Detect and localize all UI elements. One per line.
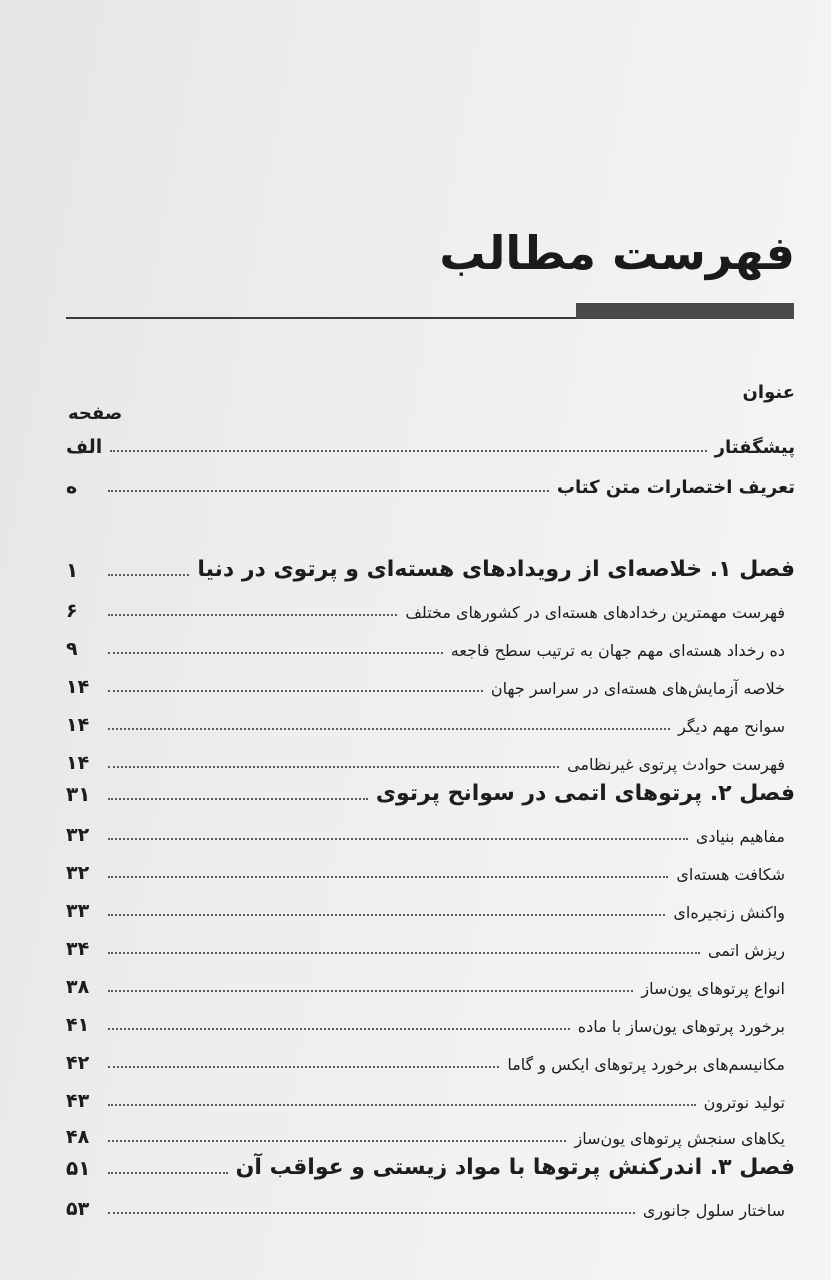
toc-entry-label: انواع پرتوهای یون‌ساز <box>641 979 785 998</box>
toc-chapter-label: فصل ۲. پرتوهای اتمی در سوانح پرتوی <box>375 781 795 806</box>
dot-leader <box>108 652 443 654</box>
toc-entry-page: ۵۳ <box>66 1198 90 1220</box>
dot-leader <box>108 876 668 878</box>
toc-entry-page: ۴۱ <box>66 1014 90 1036</box>
toc-entry[interactable] <box>66 664 785 698</box>
toc-chapter-page: ۵۱ <box>66 1156 91 1180</box>
toc-entry-label: تعریف اختصارات متن کتاب <box>556 477 795 498</box>
toc-entry-label: مکانیسم‌های برخورد پرتوهای ایکس و گاما <box>507 1055 785 1074</box>
toc-entry-label: شکافت هسته‌ای <box>676 865 785 884</box>
toc-entry-label: خلاصه آزمایش‌های هسته‌ای در سراسر جهان <box>490 679 785 698</box>
toc-entry-page: ۱۴ <box>66 676 90 698</box>
toc-entry-label: فهرست مهمترین رخدادهای هسته‌ای در کشورهای مختلف <box>405 603 785 622</box>
dot-leader <box>108 914 665 916</box>
toc-entry[interactable] <box>66 588 785 622</box>
title-underline <box>66 317 576 319</box>
toc-entry-label: پیشگفتار <box>714 437 795 458</box>
toc-entry-label: ریزش اتمی <box>707 941 785 960</box>
toc-chapter-label: فصل ۳. اندرکنش پرتوها با مواد زیستی و عواقب آن <box>235 1155 795 1180</box>
toc-entry-page: ۱۴ <box>66 714 90 736</box>
title-accent-bar <box>576 303 794 319</box>
toc-entry-label: یکاهای سنجش پرتوهای یون‌ساز <box>574 1129 785 1148</box>
toc-chapter-page: ۱ <box>66 558 79 582</box>
toc-entry-label: فهرست حوادث پرتوی غیرنظامی <box>567 755 785 774</box>
dot-leader <box>108 614 397 616</box>
toc-entry[interactable] <box>66 812 785 846</box>
toc-entry-page: ۹ <box>66 638 78 660</box>
dot-leader <box>108 1104 696 1106</box>
column-header-title: عنوان <box>742 382 795 403</box>
toc-entry[interactable] <box>66 1186 785 1220</box>
dot-leader <box>108 490 549 492</box>
toc-entry[interactable] <box>66 1002 785 1036</box>
dot-leader <box>110 450 706 452</box>
dot-leader <box>108 838 688 840</box>
toc-entry-label: واکنش زنجیره‌ای <box>673 903 785 922</box>
toc-entry[interactable] <box>66 740 785 774</box>
toc-entry-label: سوانح مهم دیگر <box>678 717 785 736</box>
toc-entry-page: ۴۳ <box>66 1090 90 1112</box>
toc-entry[interactable] <box>66 702 785 736</box>
toc-entry[interactable] <box>66 1114 785 1148</box>
dot-leader <box>108 798 368 800</box>
toc-entry-page: ۳۲ <box>66 862 90 884</box>
toc-entry[interactable] <box>66 1078 785 1112</box>
dot-leader <box>108 990 633 992</box>
toc-entry[interactable] <box>66 926 785 960</box>
toc-chapter-2[interactable] <box>66 772 795 806</box>
toc-chapter-1[interactable] <box>66 548 795 582</box>
toc-chapter-label: فصل ۱. خلاصه‌ای از رویدادهای هسته‌ای و پرتوی در دنیا <box>197 557 795 582</box>
dot-leader <box>108 1066 499 1068</box>
dot-leader <box>108 1212 635 1214</box>
toc-entry-page: ۳۳ <box>66 900 90 922</box>
toc-chapter-page: ۳۱ <box>66 782 91 806</box>
toc-entry-page: ۳۲ <box>66 824 90 846</box>
toc-entry-label: برخورد پرتوهای یون‌ساز با ماده <box>577 1017 785 1036</box>
toc-entry-page: ۴۸ <box>66 1126 90 1148</box>
toc-entry[interactable] <box>66 888 785 922</box>
toc-entry-page: ۳۸ <box>66 976 90 998</box>
dot-leader <box>108 1028 570 1030</box>
dot-leader <box>108 1140 566 1142</box>
toc-entry[interactable] <box>66 1040 785 1074</box>
toc-entry-page: ۱۴ <box>66 752 90 774</box>
toc-entry-page: ۳۴ <box>66 938 90 960</box>
toc-entry-page: ۶ <box>66 600 78 622</box>
column-header-page: صفحه <box>68 403 123 424</box>
toc-entry-page: الف <box>66 436 103 458</box>
toc-entry[interactable] <box>66 850 785 884</box>
toc-entry-page: ه <box>66 476 78 498</box>
toc-entry-page: ۴۲ <box>66 1052 90 1074</box>
toc-entry-preface[interactable] <box>66 424 795 458</box>
toc-entry-label: مفاهیم بنیادی <box>695 827 785 846</box>
dot-leader <box>108 690 483 692</box>
toc-chapter-3[interactable] <box>66 1146 795 1180</box>
toc-entry-label: ده رخداد هسته‌ای مهم جهان به ترتیب سطح فاجعه <box>450 641 785 660</box>
dot-leader <box>108 1172 228 1174</box>
dot-leader <box>108 766 559 768</box>
toc-entry[interactable] <box>66 626 785 660</box>
toc-entry-abbreviations[interactable] <box>66 464 795 498</box>
toc-entry[interactable] <box>66 964 785 998</box>
dot-leader <box>108 728 670 730</box>
dot-leader <box>108 574 189 576</box>
toc-entry-label: ساختار سلول جانوری <box>642 1201 785 1220</box>
toc-entry-label: تولید نوترون <box>703 1093 785 1112</box>
dot-leader <box>108 952 700 954</box>
page-title: فهرست مطالب <box>439 226 795 280</box>
